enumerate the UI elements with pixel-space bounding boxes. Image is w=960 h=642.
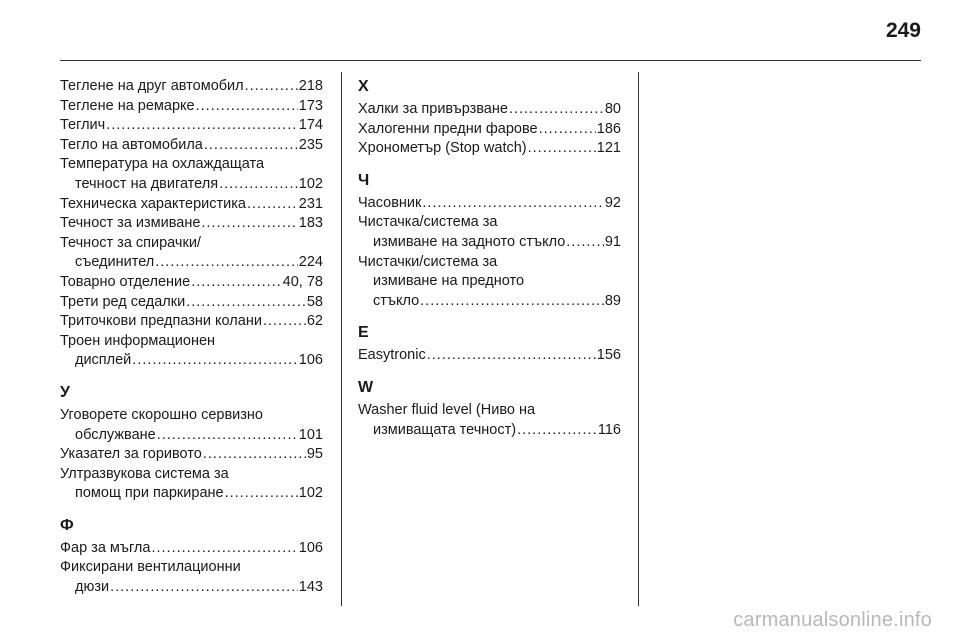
entry-page: 101 [298,426,323,443]
dot-leader [566,233,604,253]
entry-page: 102 [298,175,323,192]
entry-page: 143 [298,579,323,596]
entry-text: Easytronic [358,347,426,364]
entry-text: дюзи [75,579,110,596]
entry-line [358,421,621,441]
index-section [358,171,621,312]
entry-text: Техническа характеристика [60,195,246,212]
index-section [60,383,323,504]
entry-text: Тегло на автомобила [60,136,203,153]
dot-leader [219,175,298,195]
dot-leader [509,100,604,120]
page-number: 249 [885,19,921,42]
index-entry [358,401,621,440]
entry-text: Течност за спирачки/ [60,234,201,251]
entry-text: Washer fluid level (Ниво на [358,401,536,418]
entry-page: 106 [298,539,323,556]
entry-text: Трети ред седалки [60,293,186,310]
entry-text: Чистачка/система за [358,214,498,231]
entry-page: 156 [596,347,621,364]
entry-line [60,312,323,332]
dot-leader [186,293,306,313]
entry-text: Теглене на друг автомобил [60,78,244,94]
entry-text: помощ при паркиране [75,485,224,502]
entry-page: 106 [298,352,323,369]
index-entry [358,100,621,120]
entry-text: Хронометър (Stop watch) [358,140,527,157]
entry-page: 92 [604,194,621,211]
entry-text: Чистачки/система за [358,253,498,270]
dot-leader [245,77,298,97]
entry-text: стъкло [373,292,420,309]
entry-line [60,116,323,136]
dot-leader [225,484,298,504]
entry-text: съединител [75,254,155,271]
index-section [358,77,621,159]
section-letter: W [358,378,374,396]
entry-line [358,292,621,312]
entry-line [358,346,621,366]
entry-text: Триточкови предпазни колани [60,313,262,330]
section-letter: Ф [60,516,74,534]
entry-text: Указател за горивото [60,446,202,463]
entry-line [60,578,323,598]
entry-page: 91 [604,233,621,250]
index-entry [60,293,323,313]
entry-page: 40, 78 [282,273,323,290]
watermark: carmanualsonline.info [733,609,932,631]
index-entry [358,253,621,312]
entry-text: Теглич [60,117,106,134]
index-entry [358,194,621,214]
index-entry [60,136,323,156]
index-entry [60,273,323,293]
entry-text: Часовник [358,194,422,211]
section-letter: Ч [358,171,370,189]
dot-leader [528,139,596,159]
entry-text: Ултразвукова система за [60,465,229,482]
entry-page: 183 [298,215,323,232]
dot-leader [132,351,298,371]
entry-line [358,120,621,140]
entry-page: 218 [298,78,323,94]
dot-leader [517,421,597,441]
entry-text: Уговорете скорошно сервизно [60,406,263,423]
index-section [60,516,323,598]
index-entry [60,116,323,136]
dot-leader [201,214,297,234]
entry-line [60,445,323,465]
column-divider [638,72,639,606]
entry-page: 58 [306,293,323,310]
entry-page: 121 [596,140,621,157]
entry-line [60,293,323,313]
entry-page: 235 [298,136,323,153]
index-entry [60,155,323,194]
entry-line [60,426,323,446]
dot-leader [155,253,298,273]
entry-text: измиване на задното стъкло [373,233,566,250]
entry-line [358,100,621,120]
index-entry [60,465,323,504]
entry-line [60,539,323,559]
entry-page: 224 [298,254,323,271]
entry-line [60,136,323,156]
index-entry [60,214,323,234]
index-section [358,378,621,440]
dot-leader [263,312,306,332]
index-entry [60,312,323,332]
entry-text: Температура на охлаждащата [60,156,265,173]
dot-leader [110,578,298,598]
entry-line [60,253,323,273]
index-column-2 [358,77,621,440]
index-entry [358,213,621,252]
entry-line [60,77,323,97]
header-rule [60,60,921,61]
entry-text: Товарно отделение [60,273,191,290]
entry-text: течност на двигателя [75,175,219,192]
dot-leader [203,445,306,465]
entry-line [60,175,323,195]
entry-page: 95 [306,446,323,463]
index-column-1 [60,77,323,598]
index-entry [60,234,323,273]
index-entry [60,406,323,445]
entry-page: 173 [298,97,323,114]
dot-leader [191,273,281,293]
dot-leader [157,426,298,446]
column-divider [341,72,342,606]
entry-line [60,195,323,215]
index-entry [60,195,323,215]
entry-text: Фар за мъгла [60,539,151,556]
index-section [358,323,621,366]
index-entry [60,97,323,117]
section-letter: Х [358,78,369,95]
entry-line [358,139,621,159]
entry-page: 174 [298,117,323,134]
index-entry [60,539,323,559]
dot-leader [427,346,596,366]
dot-leader [151,539,297,559]
section-letter: У [60,383,70,401]
index-entry [60,332,323,371]
entry-line [60,484,323,504]
entry-line [358,233,621,253]
entry-line [358,194,621,214]
entry-text: обслужване [75,426,156,443]
entry-line [60,351,323,371]
index-entry [358,346,621,366]
entry-text: дисплей [75,352,132,369]
dot-leader [422,194,603,214]
dot-leader [204,136,298,156]
entry-text: измиващата течност) [373,421,517,438]
entry-text: Фиксирани вентилационни [60,559,241,576]
entry-line [60,97,323,117]
entry-line [60,273,323,293]
entry-page: 186 [596,120,621,137]
dot-leader [420,292,604,312]
entry-page: 102 [298,485,323,502]
entry-line [60,214,323,234]
index-entry [358,120,621,140]
index-entry [60,445,323,465]
index-entry [60,558,323,597]
entry-text: Халки за привързване [358,101,508,117]
index-section [60,77,323,371]
entry-text: Течност за измиване [60,215,201,232]
entry-page: 62 [306,313,323,330]
dot-leader [539,120,596,140]
entry-page: 80 [604,101,621,117]
entry-page: 116 [597,421,621,438]
index-entry [358,139,621,159]
dot-leader [106,116,298,136]
entry-page: 231 [298,195,323,212]
entry-text: Теглене на ремарке [60,97,195,114]
entry-text: измиване на предното [373,273,525,290]
section-letter: E [358,324,369,342]
entry-text: Халогенни предни фарове [358,120,538,137]
dot-leader [247,195,298,215]
entry-page: 89 [604,292,621,309]
index-entry [60,77,323,97]
dot-leader [196,97,298,117]
entry-text: Троен информационен [60,332,216,349]
